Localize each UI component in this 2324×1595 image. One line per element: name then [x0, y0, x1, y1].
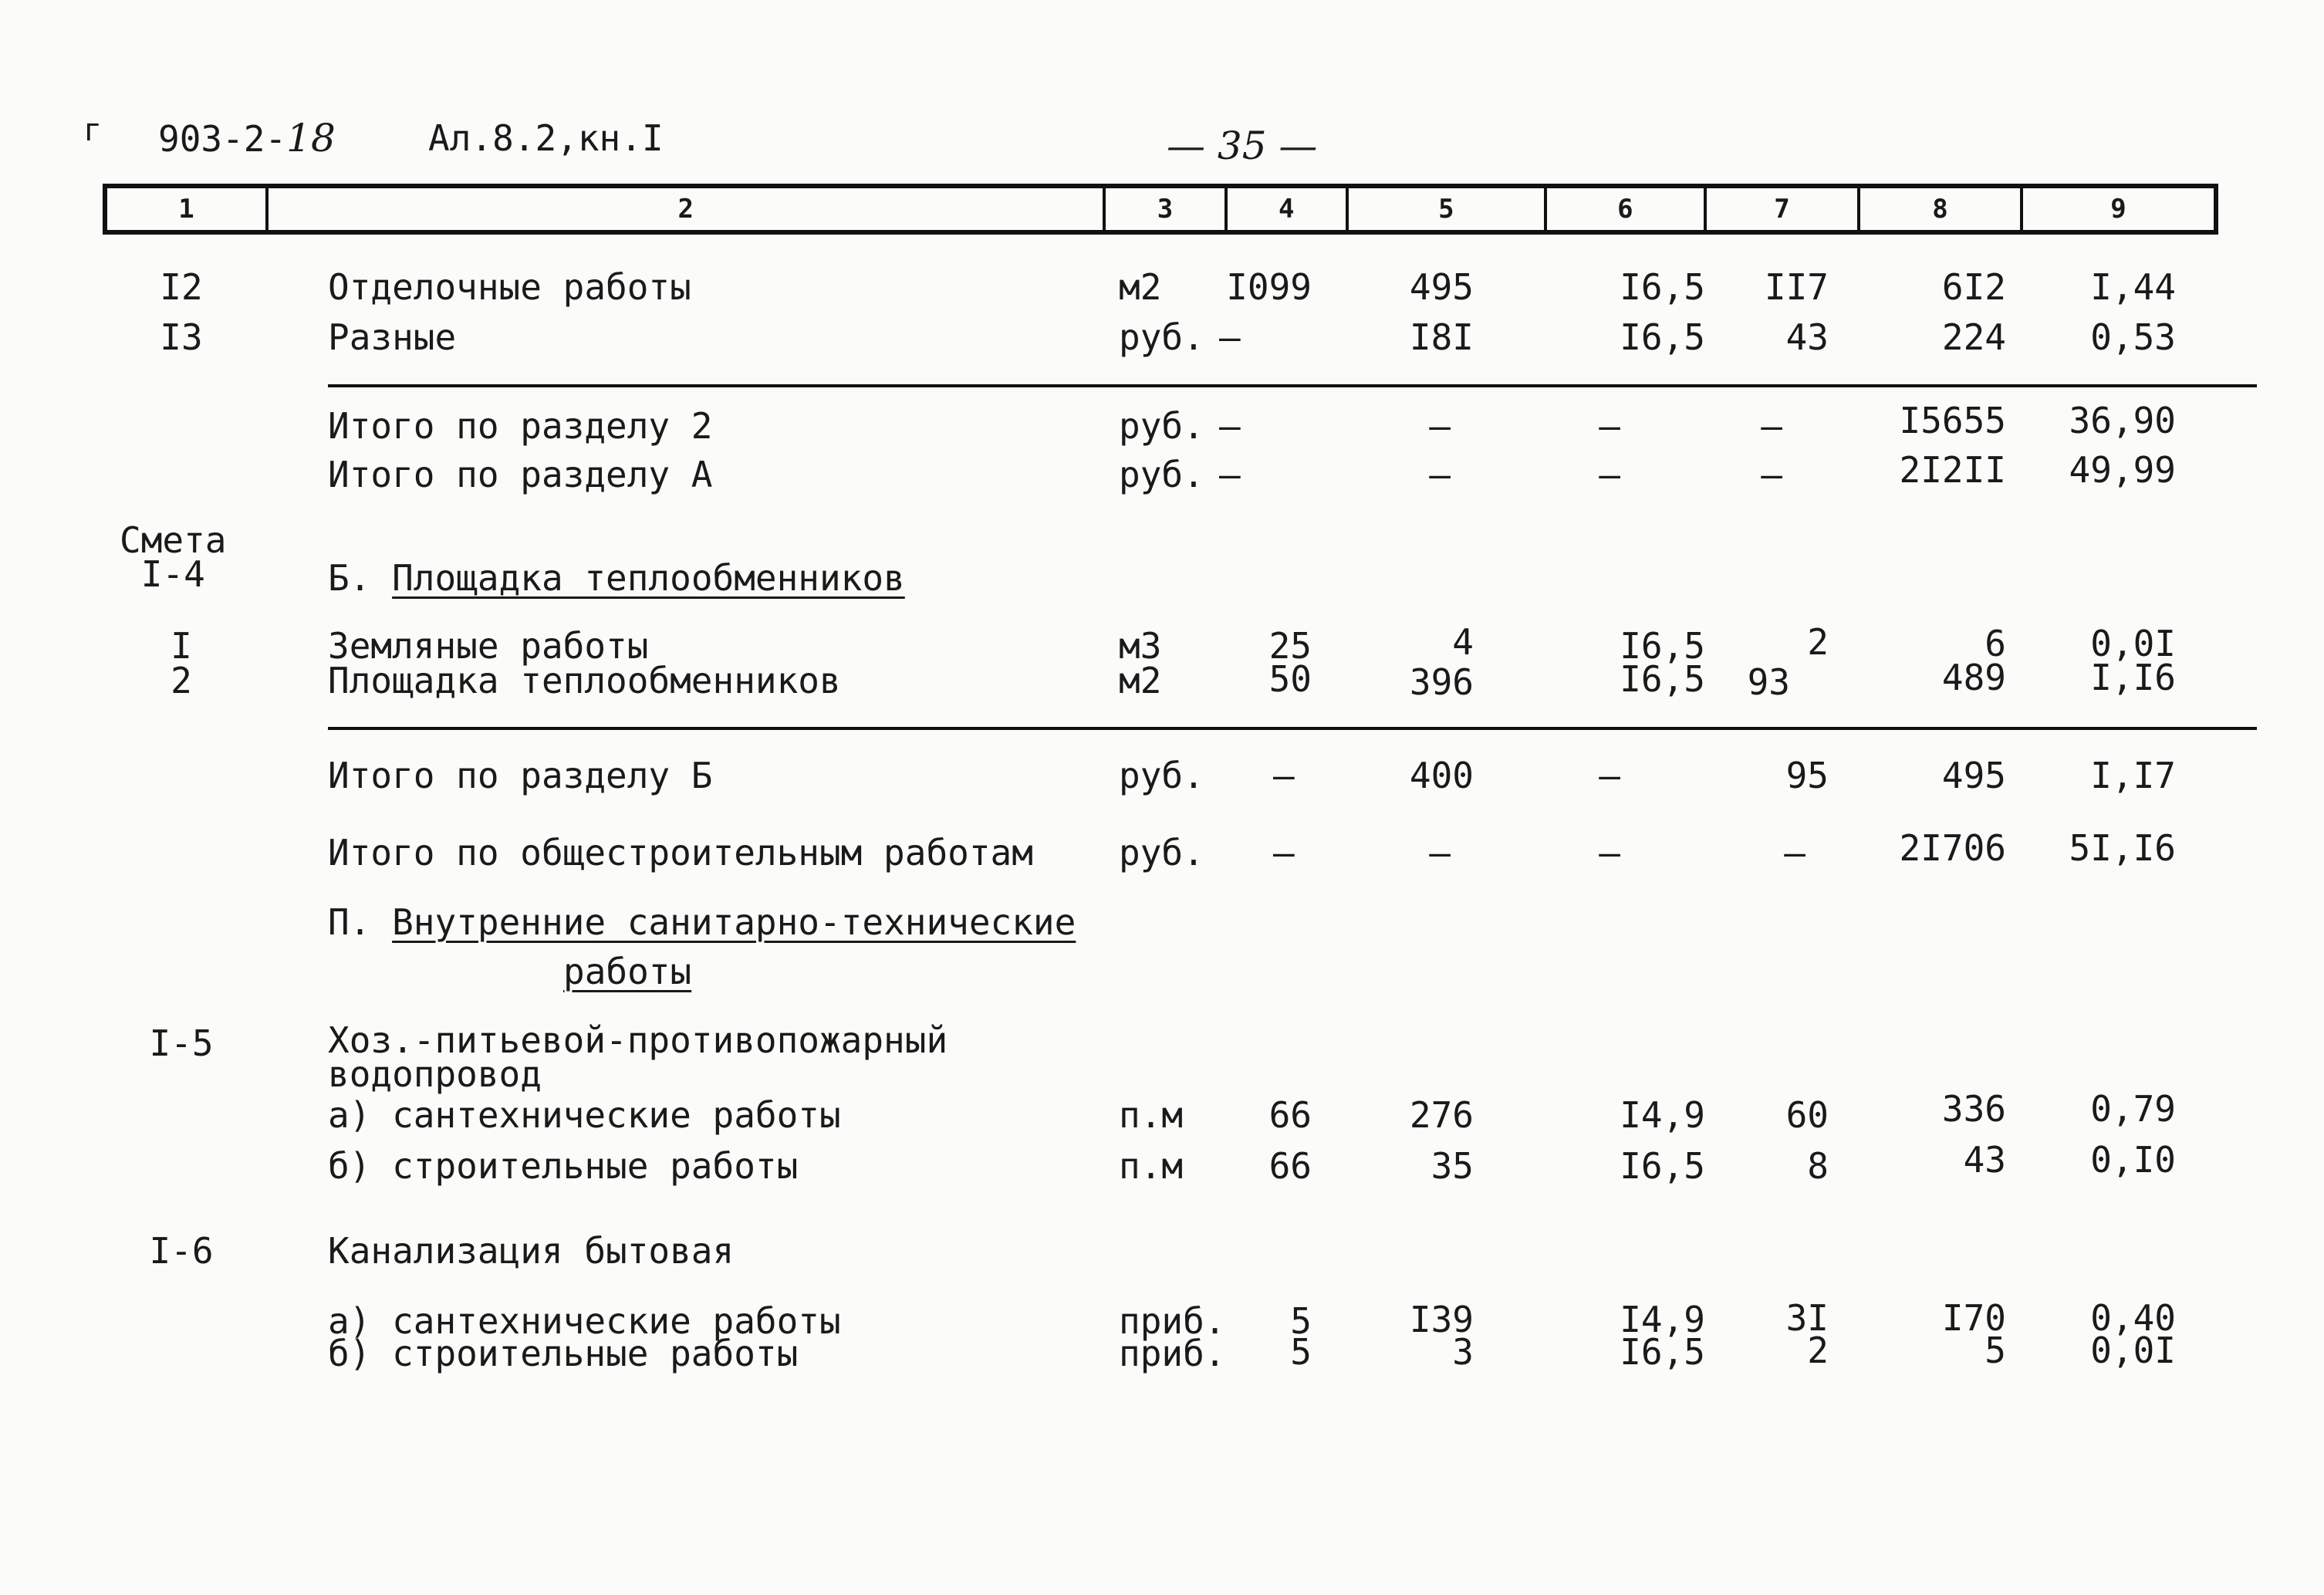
column-number: 8 [1860, 188, 2023, 230]
row-name: Земляные работы [328, 625, 649, 667]
row-unit: м2 [1119, 660, 1162, 701]
row-name: б) строительные работы [328, 1145, 799, 1187]
cell-col6: – [1599, 454, 1620, 495]
cell-col7: – [1784, 832, 1805, 874]
row-name: а) сантехнические работы [328, 1094, 841, 1136]
cell-col8: I70 [1941, 1297, 2006, 1339]
cell-col6: – [1599, 755, 1620, 796]
row-name-line: Хоз.-питьевой-противопожарный [328, 1019, 948, 1061]
row-name: а) сантехнические работы [328, 1300, 841, 1342]
cell-col7: 60 [1785, 1094, 1829, 1136]
column-number: 9 [2110, 194, 2126, 225]
row-name: Итого по разделу Б [328, 755, 713, 796]
section-heading [328, 557, 905, 599]
cell-col4: 66 [1268, 1094, 1312, 1136]
cell-col7: – [1761, 405, 1782, 447]
document-number-prefix: 903-2- [158, 118, 287, 160]
cell-col9: 5I,I6 [2069, 827, 2176, 869]
cell-col6: I4,9 [1620, 1299, 1705, 1340]
row-unit: руб. [1119, 454, 1204, 495]
row-code: I2 [160, 266, 203, 308]
cell-col6: I6,5 [1620, 658, 1705, 700]
column-number: 1 [107, 188, 269, 230]
cell-col4: – [1273, 755, 1295, 796]
section-title: Внутренние санитарно-технические [392, 901, 1076, 943]
cell-col6: I6,5 [1620, 625, 1705, 667]
cell-col8: 489 [1941, 657, 2006, 698]
cell-col8: 336 [1941, 1088, 2006, 1130]
cell-col6: – [1599, 832, 1620, 874]
section-title: Площадка теплообменников [392, 557, 905, 599]
row-code: I-5 [149, 1022, 214, 1064]
cell-col4: 66 [1268, 1145, 1312, 1187]
cell-col5: – [1429, 832, 1451, 874]
row-code: I-6 [149, 1230, 214, 1272]
section-rule [328, 727, 2257, 730]
cell-col4: I099 [1226, 266, 1312, 308]
cell-col8: 2I706 [1899, 827, 2006, 869]
cell-col6: I6,5 [1620, 266, 1705, 308]
cell-col4: – [1273, 832, 1295, 874]
column-number: 5 [1349, 188, 1547, 230]
row-code: 2 [171, 660, 192, 701]
cell-col5: I39 [1409, 1299, 1474, 1340]
row-name: Итого по разделу 2 [328, 405, 713, 447]
cell-col9: 36,90 [2069, 400, 2176, 441]
cell-col5: 400 [1409, 755, 1474, 796]
cell-col9: 0,79 [2090, 1088, 2176, 1130]
cell-col9: 0,I0 [2090, 1139, 2176, 1181]
section-title: работы [563, 951, 692, 992]
cell-col7: 95 [1785, 755, 1829, 796]
cell-col7: 93 [1747, 661, 1790, 703]
corner-mark: г [83, 113, 103, 148]
row-code: I3 [160, 316, 203, 358]
cell-col7: II7 [1764, 266, 1829, 308]
section-rule [328, 384, 2257, 387]
cell-col5: – [1429, 405, 1451, 447]
page-number: — 35 — [1167, 123, 1318, 168]
row-unit: п.м [1119, 1094, 1184, 1136]
album-reference: Ал.8.2,кн.I [428, 117, 664, 159]
column-number: 7 [1707, 188, 1860, 230]
section-prefix: П. [328, 901, 371, 943]
column-number-bar [103, 184, 2218, 235]
cell-col4: – [1219, 454, 1241, 495]
row-unit: приб. [1119, 1333, 1226, 1374]
row-code: I [171, 625, 192, 667]
row-name: Итого по общестроительным работам [328, 832, 1033, 874]
cell-col4: 50 [1268, 658, 1312, 700]
row-name: Отделочные работы [328, 266, 691, 308]
cell-col4: – [1219, 316, 1241, 358]
cell-col9: 0,0I [2090, 1330, 2176, 1371]
cell-col8: 5 [1985, 1330, 2006, 1371]
row-name [328, 1019, 948, 1095]
cell-col5: – [1429, 454, 1451, 495]
section-prefix: Б. [328, 557, 371, 599]
document-number-handwritten: 18 [286, 116, 336, 161]
row-unit: м3 [1119, 625, 1162, 667]
row-name: Площадка теплообменников [328, 660, 841, 701]
cell-col7: 8 [1807, 1145, 1829, 1187]
row-unit: руб. [1119, 832, 1204, 874]
cell-col4: – [1219, 405, 1241, 447]
cell-col6: I6,5 [1620, 316, 1705, 358]
cell-col8: 6I2 [1941, 266, 2006, 308]
cell-col5: 396 [1409, 661, 1474, 703]
row-name: Итого по разделу А [328, 454, 713, 495]
cell-col9: I,I7 [2090, 755, 2176, 796]
row-unit: п.м [1119, 1145, 1184, 1187]
cell-col5: I8I [1409, 316, 1474, 358]
cell-col5: 4 [1452, 621, 1474, 663]
row-unit: руб. [1119, 316, 1204, 358]
estimate-label-word: Смета [120, 519, 227, 561]
estimate-label [120, 519, 227, 595]
row-name: б) строительные работы [328, 1333, 799, 1374]
cell-col9: 0,0I [2090, 623, 2176, 664]
cell-col9: I,I6 [2090, 657, 2176, 698]
row-unit: приб. [1119, 1300, 1226, 1342]
cell-col8: 43 [1963, 1139, 2006, 1181]
cell-col4: 5 [1290, 1331, 1312, 1373]
cell-col6: I6,5 [1620, 1145, 1705, 1187]
cell-col7: 2 [1807, 1330, 1829, 1371]
cell-col8: 2I2II [1899, 449, 2006, 491]
cell-col8: 6 [1985, 623, 2006, 664]
cell-col5: 35 [1431, 1145, 1474, 1187]
cell-col7: 43 [1785, 316, 1829, 358]
row-name-line: водопровод [328, 1053, 542, 1095]
column-number: 6 [1547, 188, 1707, 230]
cell-col5: 3 [1452, 1331, 1474, 1373]
cell-col9: 0,53 [2090, 316, 2176, 358]
row-name: Канализация бытовая [328, 1230, 735, 1272]
cell-col4: 25 [1268, 625, 1312, 667]
cell-col7: 2 [1807, 621, 1829, 663]
cell-col8: 495 [1941, 755, 2006, 796]
cell-col9: 0,40 [2090, 1297, 2176, 1339]
cell-col9: 49,99 [2069, 449, 2176, 491]
row-unit: м2 [1119, 266, 1162, 308]
cell-col6: I4,9 [1620, 1094, 1705, 1136]
cell-col7: – [1761, 454, 1782, 495]
estimate-label-number: I-4 [140, 553, 205, 595]
cell-col7: 3I [1785, 1297, 1829, 1339]
cell-col8: 224 [1941, 316, 2006, 358]
row-unit: руб. [1119, 405, 1204, 447]
section-heading [328, 901, 1076, 943]
cell-col4: 5 [1290, 1300, 1312, 1342]
document-number [158, 116, 336, 161]
cell-col6: I6,5 [1620, 1331, 1705, 1373]
section-title-continued [563, 951, 691, 992]
cell-col8: I5655 [1899, 400, 2006, 441]
column-number: 4 [1228, 188, 1349, 230]
cell-col6: – [1599, 405, 1620, 447]
cell-col9: I,44 [2090, 266, 2176, 308]
column-number: 2 [269, 188, 1106, 230]
cell-col5: 495 [1409, 266, 1474, 308]
row-unit: руб. [1119, 755, 1204, 796]
column-number: 3 [1106, 188, 1227, 230]
cell-col5: 276 [1409, 1094, 1474, 1136]
row-name: Разные [328, 316, 457, 358]
